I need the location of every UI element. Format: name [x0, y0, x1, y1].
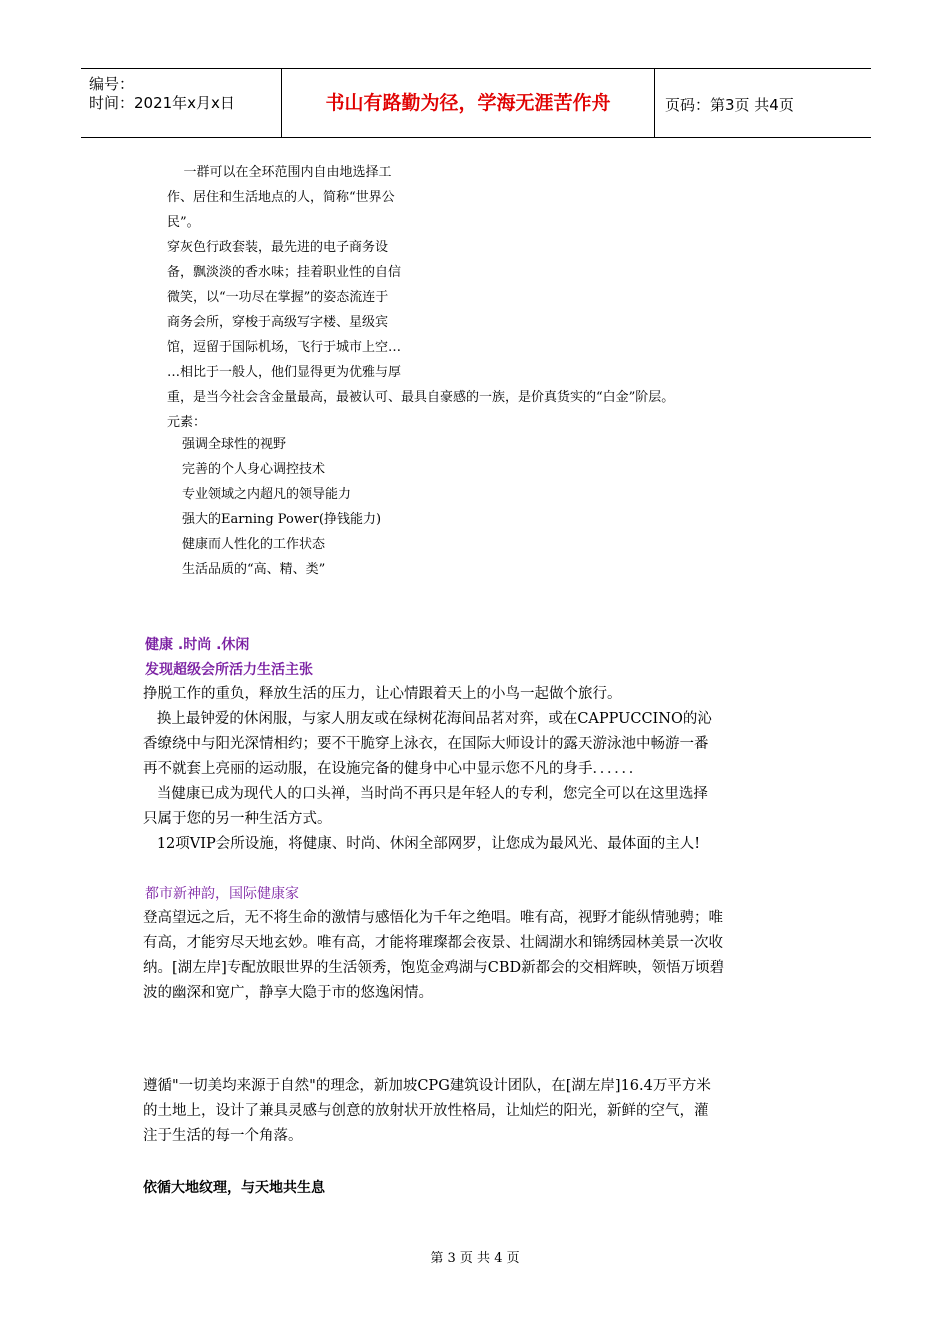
intro-line: 微笑，以“一功尽在掌握”的姿态流连于	[167, 290, 389, 305]
paragraph-line: 波的幽深和宽广，静享大隐于市的悠逸闲情。	[143, 985, 433, 1001]
section2-body	[143, 906, 823, 1006]
elements-label: 元素：	[167, 415, 207, 430]
intro-line: 作、居住和生活地点的人，简称“世界公	[167, 190, 395, 205]
intro-line: 重，是当今社会含金量最高，最被认可、最具自豪感的一族，是价真货实的“白金”阶层。	[167, 390, 675, 405]
section3-heading: 依循大地纹理，与天地共生息	[143, 1180, 325, 1196]
intro-line: …相比于一般人，他们显得更为优雅与厚	[167, 365, 402, 380]
paragraph-line: 再不就套上亮丽的运动服，在设施完备的健身中心中显示您不凡的身手．．．．．．	[143, 761, 644, 777]
paragraph-line: 有高，才能穷尽天地玄妙。唯有高，才能将璀璨都会夜景、壮阔湖水和锦绣园林美景一次收	[143, 935, 723, 951]
intro-line: 商务会所，穿梭于高级写字楼、星级宾	[167, 315, 389, 330]
list-item: 强调全球性的视野	[182, 437, 287, 452]
page-header	[81, 68, 871, 138]
paragraph-line: 登高望远之后，无不将生命的激情与感悟化为千年之绝唱。唯有高，视野才能纵情驰骋；唯	[143, 910, 723, 926]
section1-heading1: 健康 .时尚 .休闲	[145, 637, 250, 653]
paragraph-line: 挣脱工作的重负，释放生活的压力，让心情跟着天上的小鸟一起做个旅行。	[143, 686, 622, 702]
header-motto: 书山有路勤为径，学海无涯苦作舟	[282, 69, 655, 137]
header-meta	[81, 69, 282, 137]
list-item: 专业领域之内超凡的领导能力	[182, 487, 352, 502]
date-line: 时间：2021年x月x日	[89, 94, 235, 112]
section2-heading: 都市新神韵，国际健康家	[145, 886, 299, 902]
paragraph-line: 换上最钟爱的休闲服，与家人朋友或在绿树花海间品茗对弈，或在CAPPUCCINO的沁	[143, 711, 712, 727]
paragraph-line: 的土地上，设计了兼具灵感与创意的放射状开放性格局，让灿烂的阳光，新鲜的空气，灌	[143, 1103, 709, 1119]
list-item: 完善的个人身心调控技术	[182, 462, 326, 477]
elements-list	[182, 432, 381, 582]
paragraph-line: 当健康已成为现代人的口头禅，当时尚不再只是年轻人的专利，您完全可以在这里选择	[143, 786, 708, 802]
page-footer: 第 3 页 共 4 页	[430, 1251, 520, 1266]
paragraph-line: 注于生活的每一个角落。	[143, 1128, 303, 1144]
paragraph-line: 遵循"一切美均来源于自然"的理念，新加坡CPG建筑设计团队，在[湖左岸]16.4万平方米	[143, 1078, 711, 1094]
section1-body	[143, 682, 823, 857]
header-page-info	[655, 69, 871, 137]
paragraph-line: 纳。[湖左岸]专配放眼世界的生活领秀，饱览金鸡湖与CBD新都会的交相辉映，领悟万顷碧	[143, 960, 725, 976]
intro-line: 一群可以在全环范围内自由地选择工	[167, 165, 392, 180]
intro-line: 民”。	[167, 215, 200, 230]
paragraph-line: 12项VIP会所设施，将健康、时尚、休闲全部网罗，让您成为最风光、最体面的主人!	[143, 836, 701, 852]
intro-line: 穿灰色行政套装，最先进的电子商务设	[167, 240, 389, 255]
section1-heading2: 发现超级会所活力生活主张	[145, 662, 313, 678]
intro-line: 馆，逗留于国际机场，飞行于城市上空…	[167, 340, 402, 355]
paragraph-line: 香缭绕中与阳光深情相约；要不干脆穿上泳衣，在国际大师设计的露天游泳池中畅游一番	[143, 736, 709, 752]
intro-paragraph	[167, 160, 674, 435]
page-info-text: 页码：第3页 共4页	[665, 96, 794, 114]
list-item: 生活品质的“高、精、类”	[182, 562, 326, 577]
paragraph-line: 只属于您的另一种生活方式。	[143, 811, 332, 827]
code-label: 编号：	[89, 75, 135, 93]
list-item: 强大的Earning Power(挣钱能力)	[182, 512, 382, 527]
section3-body	[143, 1074, 823, 1149]
list-item: 健康而人性化的工作状态	[182, 537, 326, 552]
intro-line: 备，飘淡淡的香水味；挂着职业性的自信	[167, 265, 402, 280]
